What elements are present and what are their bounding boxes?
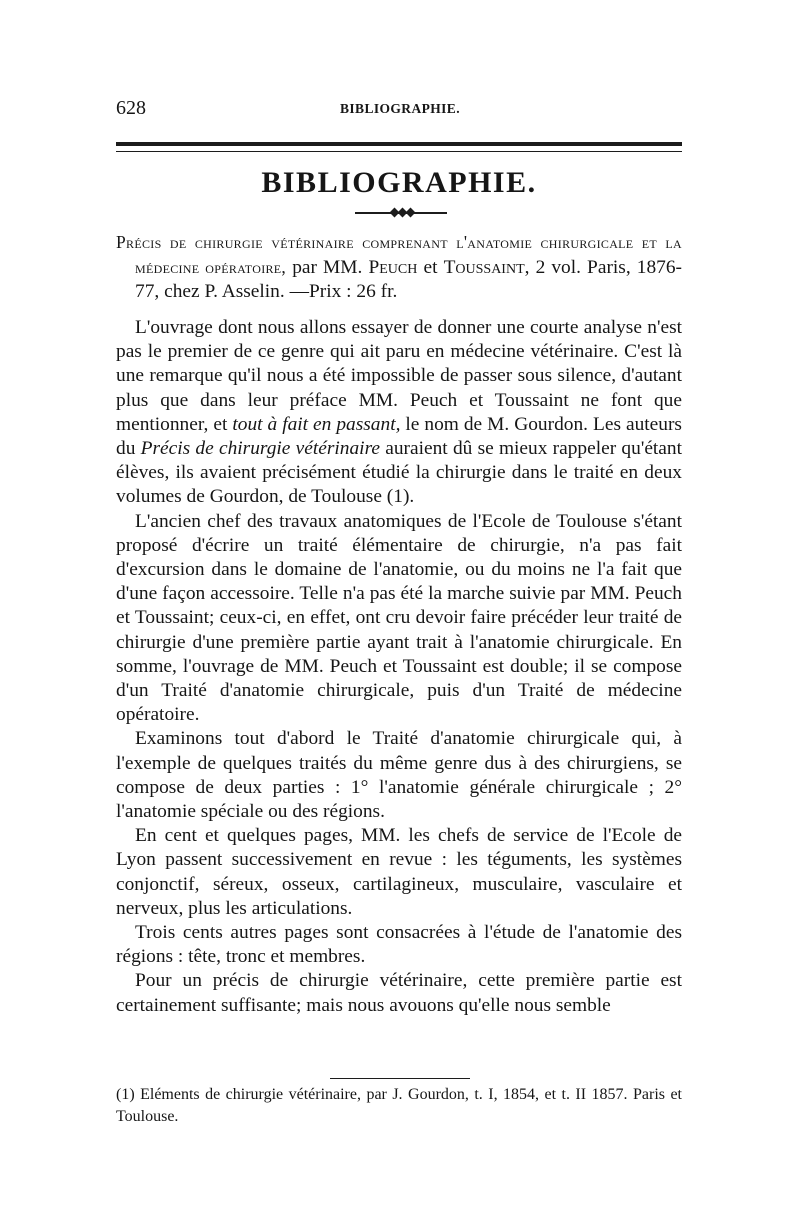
footnote-text: (1) Eléments de chirurgie vétérinaire, par J. Gourdon, t. I, 1854, et t. II 1857. Paris et Toulouse. xyxy=(116,1086,682,1125)
emphasis-book-title: Précis de chirurgie vétérinaire xyxy=(140,438,381,460)
paragraph-1: L'ouvrage dont nous allons essayer de donner une courte analyse n'est pas le premier de ce genre qui ait paru en médecine vétérinaire. C'est là une remarque qu'il nous a été impossible de passer sous silence, d'autant plus que dans leur préface MM. Peuch et Toussaint ne font que mentionner, et tout à fait en passant, le nom de M. Gourdon. Les auteurs du Précis de chirurgie vétérinaire auraient dû se mieux rappeler qu'étant élèves, ils avaient précisément étudié la chirurgie dans le traité en deux volumes de Gourdon, de Toulouse (1). xyxy=(116,317,682,508)
running-head xyxy=(116,97,684,125)
paragraph-6: Pour un précis de chirurgie vétérinaire, cette première partie est certainement suffisante; mais nous avouons qu'elle nous semble xyxy=(116,970,682,1016)
footnote xyxy=(116,1084,682,1128)
paragraph-5: Trois cents autres pages sont consacrées à l'étude de l'anatomie des régions : tête, tronc et membres. xyxy=(116,922,682,968)
book-details: 2 vol. Paris, 1876-77, chez P. Asselin. —Prix : 26 fr. xyxy=(135,257,683,303)
book-author-1: Peuch xyxy=(368,257,418,279)
header-rule-thick xyxy=(116,142,682,146)
paragraph-4: En cent et quelques pages, MM. les chefs de service de l'Ecole de Lyon passent successivement en revue : les téguments, les systèmes conjonctif, séreux, osseux, cartilagineux, musculaire, vasculaire et nerveux, plus les articulations. xyxy=(116,825,682,919)
book-and: et xyxy=(423,257,438,279)
book-title: Précis de chirurgie vétérinaire comprenant l'anatomie chirurgicale et la médecine opératoire, xyxy=(116,232,682,278)
title-ornament xyxy=(355,208,447,218)
book-entry xyxy=(116,230,682,305)
emphasis-en-passant: tout à fait en passant, xyxy=(232,413,401,435)
header-rule-thin xyxy=(116,151,682,152)
paragraph-2: L'ancien chef des travaux anatomiques de l'Ecole de Toulouse s'étant proposé d'écrire un traité élémentaire de chirurgie, n'a pas fait d'excursion dans le domaine de l'anatomie, ou du moins ne l'a fait que d'une façon accessoire. Telle n'a pas été la marche suivie par MM. Peuch et Toussaint; ceux-ci, en effet, ont cru devoir faire précéder leur traité de chirurgie d'une première partie ayant trait à l'anatomie chirurgicale. En somme, l'ouvrage de MM. Peuch et Toussaint est double; il se compose d'un Traité d'anatomie chirurgicale, puis d'un Traité de médecine opératoire. xyxy=(116,510,682,726)
review-body xyxy=(116,316,682,1018)
page-number: 628 xyxy=(116,97,146,119)
running-title: BIBLIOGRAPHIE. xyxy=(339,101,460,116)
book-author-2: Toussaint, xyxy=(443,257,530,279)
book-by: par MM. xyxy=(292,257,363,279)
footnote-rule xyxy=(330,1078,470,1079)
section-title: BIBLIOGRAPHIE. xyxy=(261,166,537,199)
book-citation xyxy=(116,230,682,305)
paragraph-3: Examinons tout d'abord le Traité d'anatomie chirurgicale qui, à l'exemple de quelques traités du même genre dus à des chirurgiens, se compose de deux parties : 1° l'anatomie générale chirurgicale ; 2° l'anatomie spéciale ou des régions. xyxy=(116,728,682,823)
